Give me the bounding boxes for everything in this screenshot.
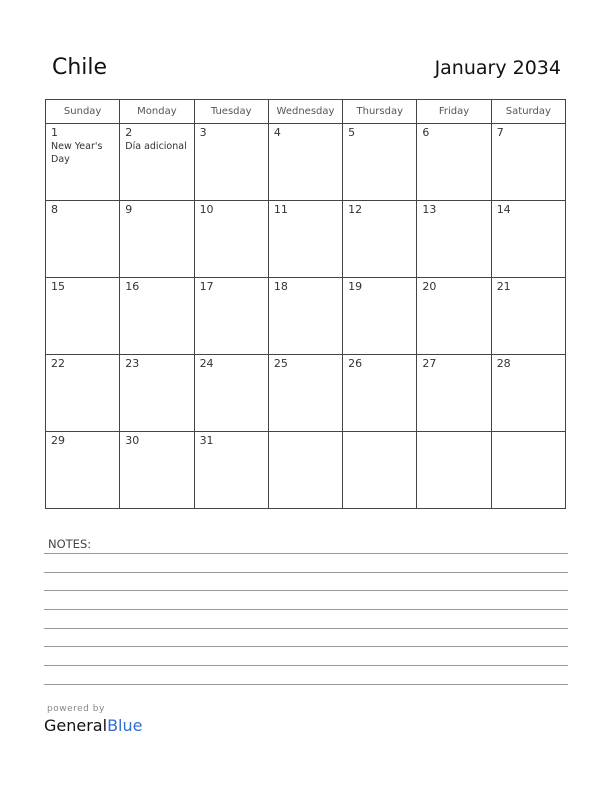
day-cell: [268, 278, 342, 355]
day-cell: [491, 278, 565, 355]
day-number: 28: [496, 357, 511, 370]
note-line: [44, 646, 568, 647]
note-line: [44, 590, 568, 591]
empty-cell: [417, 432, 491, 509]
day-number: 31: [199, 434, 214, 447]
weekday-header-row: [46, 100, 566, 124]
day-cell: [343, 201, 417, 278]
day-cell: [343, 278, 417, 355]
day-number: 7: [496, 126, 504, 139]
powered-by-text: powered by: [47, 704, 105, 714]
empty-cell: [343, 432, 417, 509]
day-number: 17: [199, 280, 214, 293]
day-number: 2: [125, 126, 133, 139]
day-number: 5: [348, 126, 356, 139]
day-number: 15: [51, 280, 65, 293]
day-number: 8: [51, 203, 58, 216]
day-cell: [343, 124, 417, 201]
day-cell: [268, 355, 342, 432]
holiday-label: Día adicional: [125, 141, 187, 152]
day-number: 13: [422, 203, 437, 216]
day-number: 10: [199, 203, 214, 216]
day-cell: [268, 124, 342, 201]
note-line: [44, 572, 568, 573]
day-number: 18: [273, 280, 288, 293]
day-cell: [194, 201, 268, 278]
note-line: [44, 628, 568, 629]
day-cell: [417, 201, 491, 278]
weekday-monday: Monday: [120, 100, 194, 124]
weekday-saturday: Saturday: [491, 100, 565, 124]
note-line: [44, 684, 568, 685]
day-number: 24: [199, 357, 214, 370]
brand-blue: Blue: [107, 716, 143, 735]
day-number: 16: [125, 280, 140, 293]
day-cell: [343, 355, 417, 432]
day-number: 21: [496, 280, 511, 293]
day-number: 9: [125, 203, 133, 216]
day-cell: [46, 124, 120, 201]
day-cell: [46, 432, 120, 509]
weekday-thursday: Thursday: [343, 100, 417, 124]
day-number: 30: [125, 434, 140, 447]
week-row: [46, 201, 566, 278]
day-number: 23: [125, 357, 140, 370]
day-cell: [417, 355, 491, 432]
day-number: 1: [51, 126, 58, 139]
brand-general: General: [44, 716, 108, 735]
day-number: 25: [273, 357, 288, 370]
note-line: [44, 665, 568, 666]
day-number: 3: [199, 126, 207, 139]
day-number: 20: [422, 280, 437, 293]
notes-label: NOTES:: [48, 537, 92, 551]
day-cell: [268, 201, 342, 278]
weekday-wednesday: Wednesday: [268, 100, 342, 124]
day-number: 14: [496, 203, 511, 216]
day-cell: [417, 124, 491, 201]
week-row: [46, 432, 566, 509]
brand-logo: [44, 716, 142, 735]
day-cell: [120, 432, 194, 509]
weekday-friday: Friday: [417, 100, 491, 124]
weekday-sunday: Sunday: [46, 100, 120, 124]
day-number: 29: [51, 434, 65, 447]
day-cell: [491, 124, 565, 201]
holiday-label: New Year's Day: [51, 141, 103, 165]
day-cell: [46, 278, 120, 355]
day-cell: [46, 201, 120, 278]
day-cell: [491, 201, 565, 278]
day-cell: [120, 355, 194, 432]
week-row: [46, 124, 566, 201]
day-number: 22: [51, 357, 65, 370]
day-cell: [120, 278, 194, 355]
country-title: Chile: [52, 55, 108, 80]
empty-cell: [491, 432, 565, 509]
day-cell: [120, 124, 194, 201]
week-row: [46, 355, 566, 432]
day-number: 26: [348, 357, 363, 370]
day-cell: [491, 355, 565, 432]
calendar-grid: [45, 99, 566, 509]
day-number: 11: [273, 203, 288, 216]
day-cell: [417, 278, 491, 355]
empty-cell: [268, 432, 342, 509]
day-number: 6: [422, 126, 430, 139]
day-cell: [194, 278, 268, 355]
day-cell: [46, 355, 120, 432]
day-cell: [194, 355, 268, 432]
day-number: 19: [348, 280, 363, 293]
month-title: January 2034: [434, 57, 561, 79]
day-number: 27: [422, 357, 437, 370]
weekday-tuesday: Tuesday: [194, 100, 268, 124]
day-cell: [120, 201, 194, 278]
note-line: [44, 609, 568, 610]
day-cell: [194, 432, 268, 509]
day-cell: [194, 124, 268, 201]
day-number: 12: [348, 203, 363, 216]
day-number: 4: [273, 126, 281, 139]
week-row: [46, 278, 566, 355]
note-line: [44, 553, 568, 554]
